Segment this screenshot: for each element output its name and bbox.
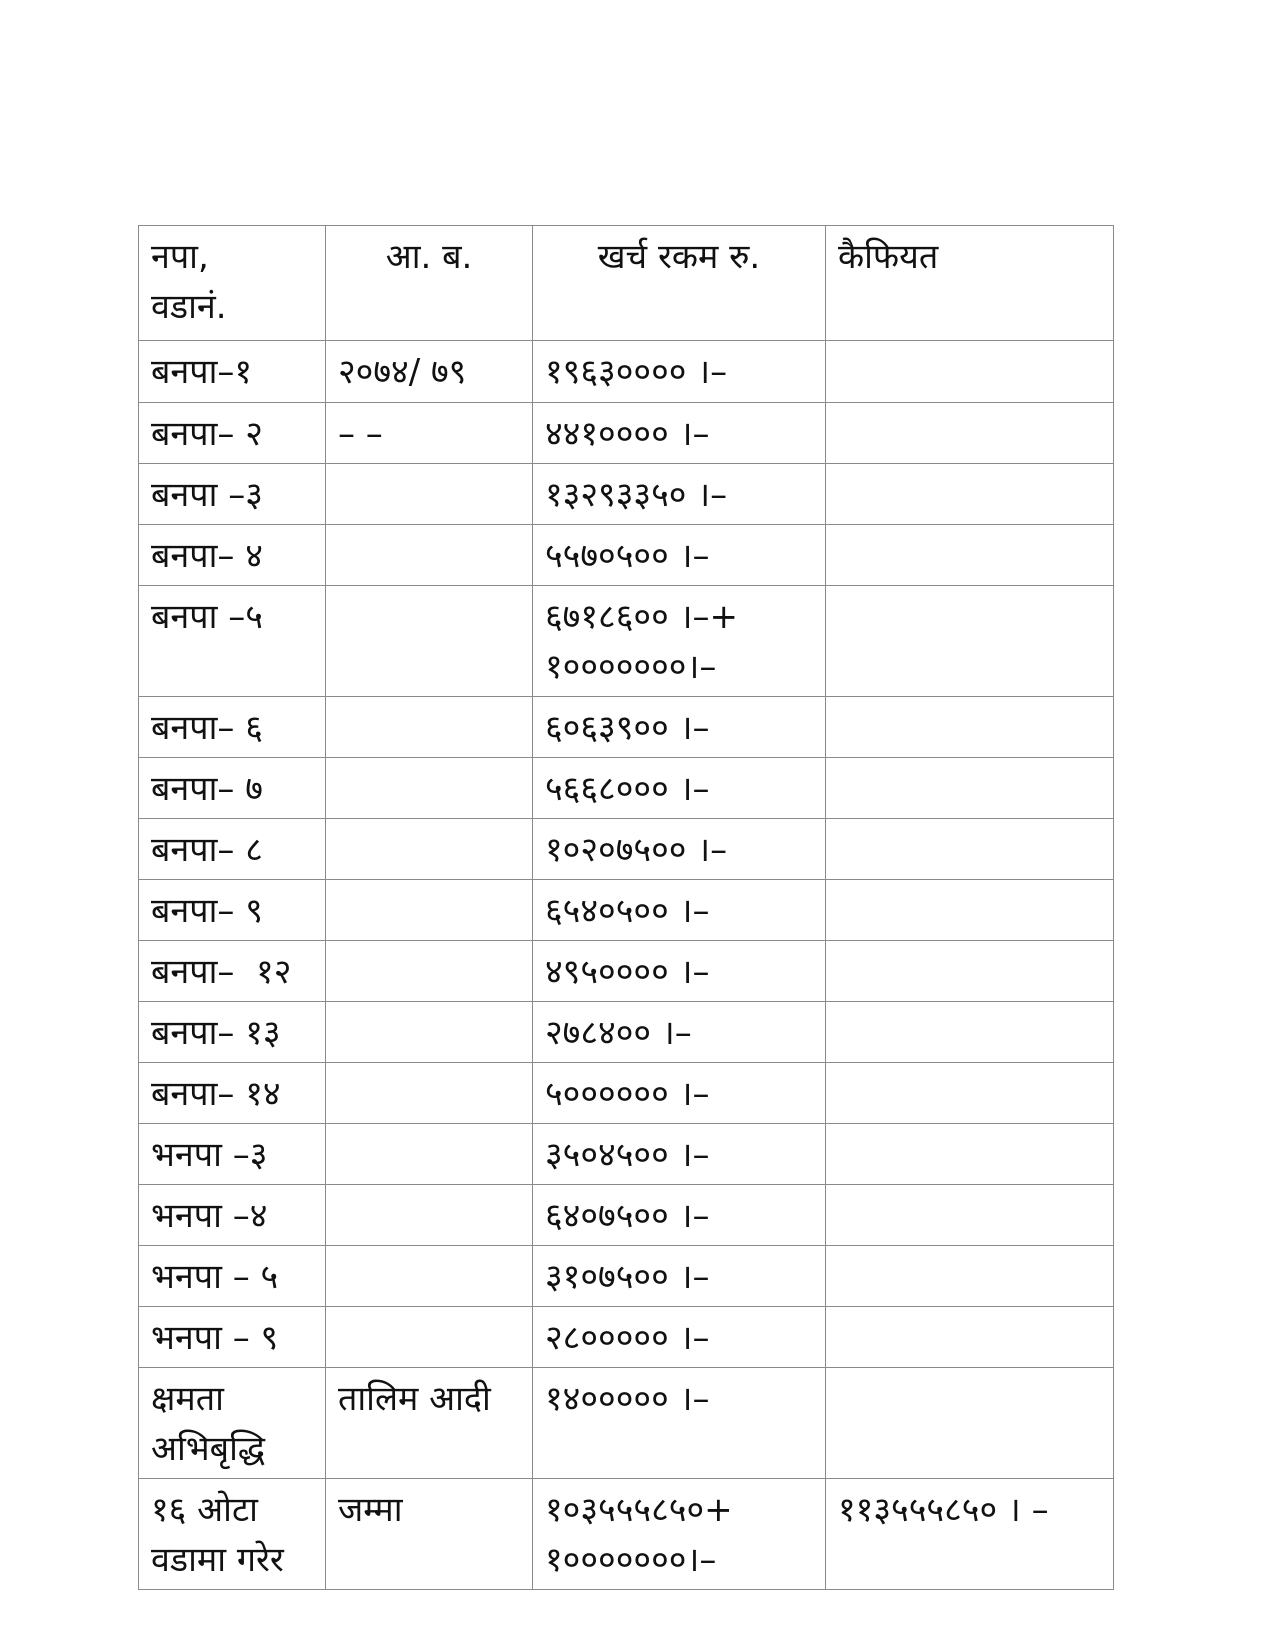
remarks-cell <box>826 1063 1114 1124</box>
year-cell <box>326 758 533 819</box>
table-row <box>139 697 1114 758</box>
year-cell <box>326 697 533 758</box>
table-row <box>139 819 1114 880</box>
amount-cell: ६०६३९०० ।– <box>533 697 826 758</box>
ward-cell: बनपा– ९ <box>139 880 326 941</box>
remarks-cell <box>826 880 1114 941</box>
amount-cell: ३५०४५०० ।– <box>533 1124 826 1185</box>
amount-cell: १०२०७५०० ।– <box>533 819 826 880</box>
amount-line1: १०३५५५८५०+ <box>545 1490 733 1530</box>
ward-line2: वडामा गरेर <box>151 1540 284 1580</box>
remarks-cell <box>826 941 1114 1002</box>
table-row <box>139 586 1114 697</box>
ward-line1: १६ ओटा <box>151 1490 258 1530</box>
amount-cell: १९६३०००० ।– <box>533 341 826 403</box>
remarks-cell: ११३५५५८५० । – <box>826 1479 1114 1590</box>
year-cell <box>326 586 533 697</box>
header-ward-line2: वडानं. <box>151 287 227 327</box>
table-row <box>139 464 1114 525</box>
remarks-cell <box>826 403 1114 464</box>
amount-cell: ३१०७५०० ।– <box>533 1246 826 1307</box>
year-cell <box>326 1002 533 1063</box>
amount-cell: १३२९३३५० ।– <box>533 464 826 525</box>
ward-cell <box>139 1479 326 1590</box>
ward-cell: बनपा– ७ <box>139 758 326 819</box>
amount-cell <box>533 1479 826 1590</box>
ward-cell: भनपा –३ <box>139 1124 326 1185</box>
remarks-cell <box>826 1246 1114 1307</box>
header-ward-line1: नपा, <box>151 237 209 277</box>
amount-cell: २८००००० ।– <box>533 1307 826 1368</box>
remarks-cell <box>826 697 1114 758</box>
remarks-cell <box>826 341 1114 403</box>
expense-table <box>138 225 1114 1590</box>
table-row <box>139 403 1114 464</box>
year-cell <box>326 941 533 1002</box>
ward-line2: अभिबृद्धि <box>151 1429 266 1469</box>
table-row <box>139 525 1114 586</box>
table-header-row <box>139 226 1114 341</box>
year-cell: २०७४/ ७९ <box>326 341 533 403</box>
ward-cell: बनपा –३ <box>139 464 326 525</box>
year-cell <box>326 1124 533 1185</box>
remarks-cell <box>826 819 1114 880</box>
ward-cell: बनपा– ८ <box>139 819 326 880</box>
remarks-cell <box>826 1307 1114 1368</box>
year-cell: तालिम आदी <box>326 1368 533 1479</box>
amount-line2: १०००००००।– <box>545 647 717 687</box>
remarks-cell <box>826 1124 1114 1185</box>
amount-cell: ६५४०५०० ।– <box>533 880 826 941</box>
table-row <box>139 1307 1114 1368</box>
amount-cell: ६४०७५०० ।– <box>533 1185 826 1246</box>
table-row <box>139 341 1114 403</box>
ward-cell: बनपा– १४ <box>139 1063 326 1124</box>
header-amount: खर्च रकम रु. <box>533 226 826 341</box>
ward-line1: क्षमता <box>151 1379 224 1419</box>
amount-cell: ५६६८००० ।– <box>533 758 826 819</box>
year-cell <box>326 464 533 525</box>
year-cell <box>326 1307 533 1368</box>
amount-cell: २७८४०० ।– <box>533 1002 826 1063</box>
ward-cell: बनपा– १२ <box>139 941 326 1002</box>
year-cell: – – <box>326 403 533 464</box>
table-row <box>139 758 1114 819</box>
amount-cell: ५०००००० ।– <box>533 1063 826 1124</box>
ward-cell: बनपा– १३ <box>139 1002 326 1063</box>
remarks-cell <box>826 1368 1114 1479</box>
table-row <box>139 1063 1114 1124</box>
table-row <box>139 1246 1114 1307</box>
table-row-total <box>139 1479 1114 1590</box>
header-ward <box>139 226 326 341</box>
table-row <box>139 1368 1114 1479</box>
amount-line2: १०००००००।– <box>545 1540 717 1580</box>
year-cell <box>326 525 533 586</box>
remarks-cell <box>826 464 1114 525</box>
remarks-cell <box>826 1185 1114 1246</box>
amount-cell: ४४१०००० ।– <box>533 403 826 464</box>
table-row <box>139 880 1114 941</box>
year-cell <box>326 1185 533 1246</box>
ward-cell: बनपा– २ <box>139 403 326 464</box>
table-row <box>139 1002 1114 1063</box>
year-cell <box>326 819 533 880</box>
ward-cell: बनपा– ६ <box>139 697 326 758</box>
year-cell <box>326 880 533 941</box>
year-cell <box>326 1063 533 1124</box>
ward-cell: भनपा – ९ <box>139 1307 326 1368</box>
table-row <box>139 1185 1114 1246</box>
header-fiscal-year: आ. ब. <box>326 226 533 341</box>
remarks-cell <box>826 586 1114 697</box>
ward-cell <box>139 1368 326 1479</box>
amount-cell: ५५७०५०० ।– <box>533 525 826 586</box>
ward-cell: बनपा–१ <box>139 341 326 403</box>
remarks-cell <box>826 525 1114 586</box>
ward-cell: भनपा – ५ <box>139 1246 326 1307</box>
amount-line1: ६७१८६०० ।–+ <box>545 597 738 637</box>
year-cell: जम्मा <box>326 1479 533 1590</box>
table-row <box>139 1124 1114 1185</box>
amount-cell <box>533 586 826 697</box>
ward-cell: भनपा –४ <box>139 1185 326 1246</box>
table-row <box>139 941 1114 1002</box>
remarks-cell <box>826 758 1114 819</box>
amount-cell: ४९५०००० ।– <box>533 941 826 1002</box>
header-remarks: कैफियत <box>826 226 1114 341</box>
amount-cell: १४००००० ।– <box>533 1368 826 1479</box>
ward-cell: बनपा –५ <box>139 586 326 697</box>
year-cell <box>326 1246 533 1307</box>
remarks-cell <box>826 1002 1114 1063</box>
ward-cell: बनपा– ४ <box>139 525 326 586</box>
